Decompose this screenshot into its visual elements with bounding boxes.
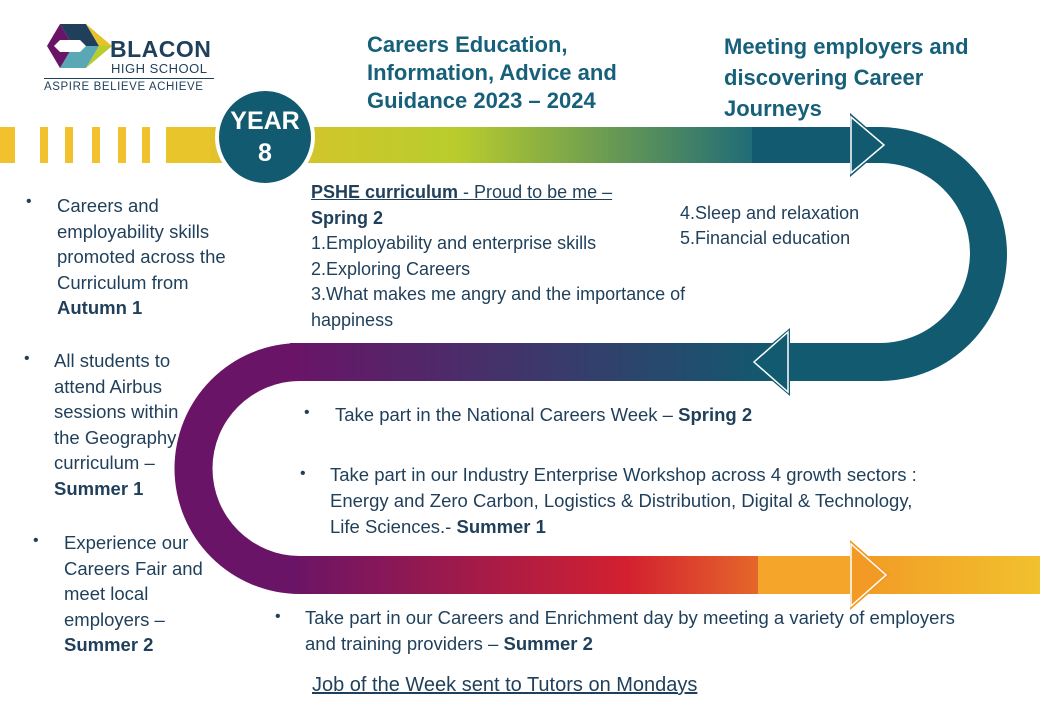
term-label: Spring 2 xyxy=(678,404,753,425)
pshe-item: 3.What makes me angry and the importance of happiness xyxy=(311,284,686,330)
middle-point-1: Take part in the National Careers Week – Spring 2 xyxy=(335,404,753,425)
pshe-term: Spring 2 xyxy=(311,207,384,228)
bottom-arrow xyxy=(850,540,890,610)
pshe-heading-line xyxy=(311,180,691,206)
pshe-heading: PSHE curriculum xyxy=(311,182,459,202)
pshe-heading-rest: - Proud to be me – xyxy=(458,182,613,202)
left-point-1: Careers and employability skills promoted across the Curriculum from Autumn 1 xyxy=(57,195,226,318)
bottom-band xyxy=(298,556,1040,594)
bullet-icon: • xyxy=(275,608,281,625)
page-title: Careers Education, Information, Advice and Guidance 2023 – 2024 xyxy=(367,32,617,113)
year-badge xyxy=(215,87,315,187)
year-badge-label: YEAR xyxy=(230,107,300,135)
middle-point-3: Take part in our Careers and Enrichment day by meeting a variety of employers and training providers – Summer 2 xyxy=(305,607,955,654)
middle-point-2: Take part in our Industry Enterprise Workshop across 4 growth sectors : Energy and Zero Carbon, Logistics & Distribution, Digital & Technology, Life Sciences.- Summer 1 xyxy=(330,464,917,537)
bullet-icon: • xyxy=(24,350,30,367)
footer-note: Job of the Week sent to Tutors on Mondays xyxy=(312,674,698,696)
term-label: Summer 1 xyxy=(54,477,144,499)
year-badge-number: 8 xyxy=(258,139,272,167)
term-label: Summer 1 xyxy=(456,516,546,537)
logo-subtitle: HIGH SCHOOL xyxy=(111,61,208,76)
pshe-item: 2.Exploring Careers xyxy=(311,258,471,279)
term-label: Autumn 1 xyxy=(57,297,143,318)
term-label: Summer 2 xyxy=(64,634,154,655)
logo-tagline: ASPIRE BELIEVE ACHIEVE xyxy=(44,81,204,93)
left-point-3: Experience our Careers Fair and meet local employers – Summer 2 xyxy=(64,532,203,655)
right-curve xyxy=(880,127,1007,381)
left-point-2: All students to attend Airbus sessions within the Geography curriculum – Summer 1 xyxy=(54,350,179,499)
bullet-icon: • xyxy=(26,193,32,210)
bullet-icon: • xyxy=(300,465,306,482)
bullet-icon: • xyxy=(33,532,39,549)
pshe-block xyxy=(311,180,691,333)
term-label: Summer 2 xyxy=(503,633,593,654)
logo-icon xyxy=(47,24,112,68)
logo-divider xyxy=(44,78,214,79)
pshe-block-continued xyxy=(680,201,940,251)
track-dashes xyxy=(0,127,214,163)
pshe-item: 4.Sleep and relaxation xyxy=(680,203,860,223)
pshe-item: 1.Employability and enterprise skills xyxy=(311,233,597,253)
middle-arrow xyxy=(750,328,790,396)
logo-name: BLACON xyxy=(110,36,212,62)
pshe-item: 5.Financial education xyxy=(680,228,851,248)
bullet-icon: • xyxy=(304,404,310,421)
right-heading: Meeting employers and discovering Career Journeys xyxy=(724,34,969,121)
